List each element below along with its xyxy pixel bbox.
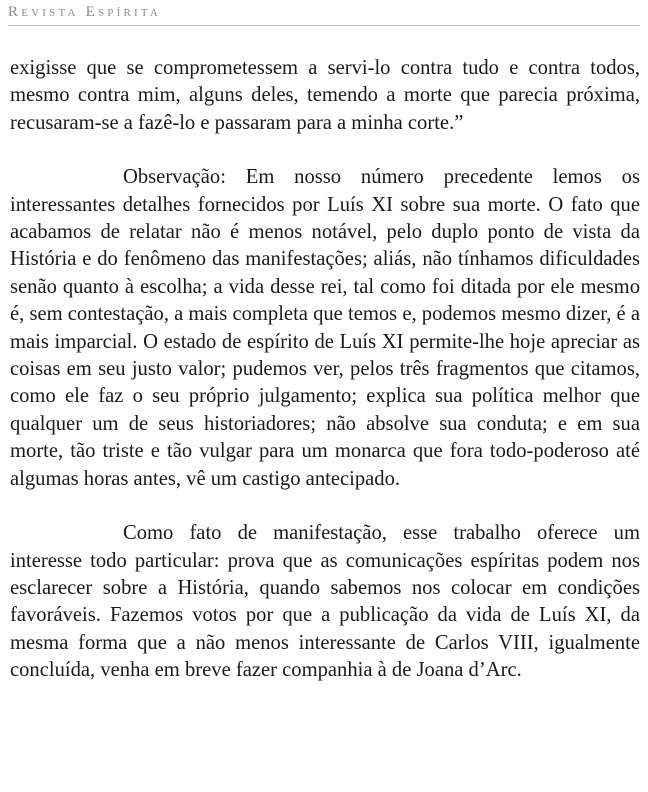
page-body [10,55,640,685]
paragraph-manifestacao: Como fato de manifestação, esse trabalho oferece um interesse todo particular: prova que as comunicações espíritas podem nos esclarecer sobre a História, quando sabemos nos colocar em condições favoráveis. Fazemos votos por que a publicação da vida de Luís XI, da mesma forma que a não menos interessante de Carlos VIII, igualmente concluída, venha em breve fazer companhia à de Joana d’Arc. [10,522,640,682]
running-head-title: Revista Espírita [8,4,162,20]
header-divider [8,25,640,26]
paragraph-observacao: Observação: Em nosso número precedente lemos os interessantes detalhes fornecidos por Luís XI sobre sua morte. O fato que acabamos de relatar não é menos notável, pelo duplo ponto de vista da História e do fenômeno das manifestações; aliás, não tínhamos dificuldades senão quanto à escolha; a vida desse rei, tal como foi ditada por ele mesmo é, sem contestação, a mais completa que temos e, podemos mesmo dizer, é a mais imparcial. O estado de espírito de Luís XI permite-lhe hoje apreciar as coisas em seu justo valor; pudemos ver, pelos três fragmentos que citamos, como ele faz o seu próprio julgamento; explica sua política melhor que qualquer um de seus historiadores; não absolve sua conduta; e em sua morte, tão triste e tão vulgar para um monarca que fora todo-poderoso até algumas horas antes, vê um castigo antecipado. [10,166,640,490]
paragraph-continuation: exigisse que se comprometessem a servi-lo contra tudo e contra todos, mesmo contra mim, alguns deles, temendo a morte que parecia próxima, recusaram-se a fazê-lo e passaram para a minha corte.” [10,57,640,134]
